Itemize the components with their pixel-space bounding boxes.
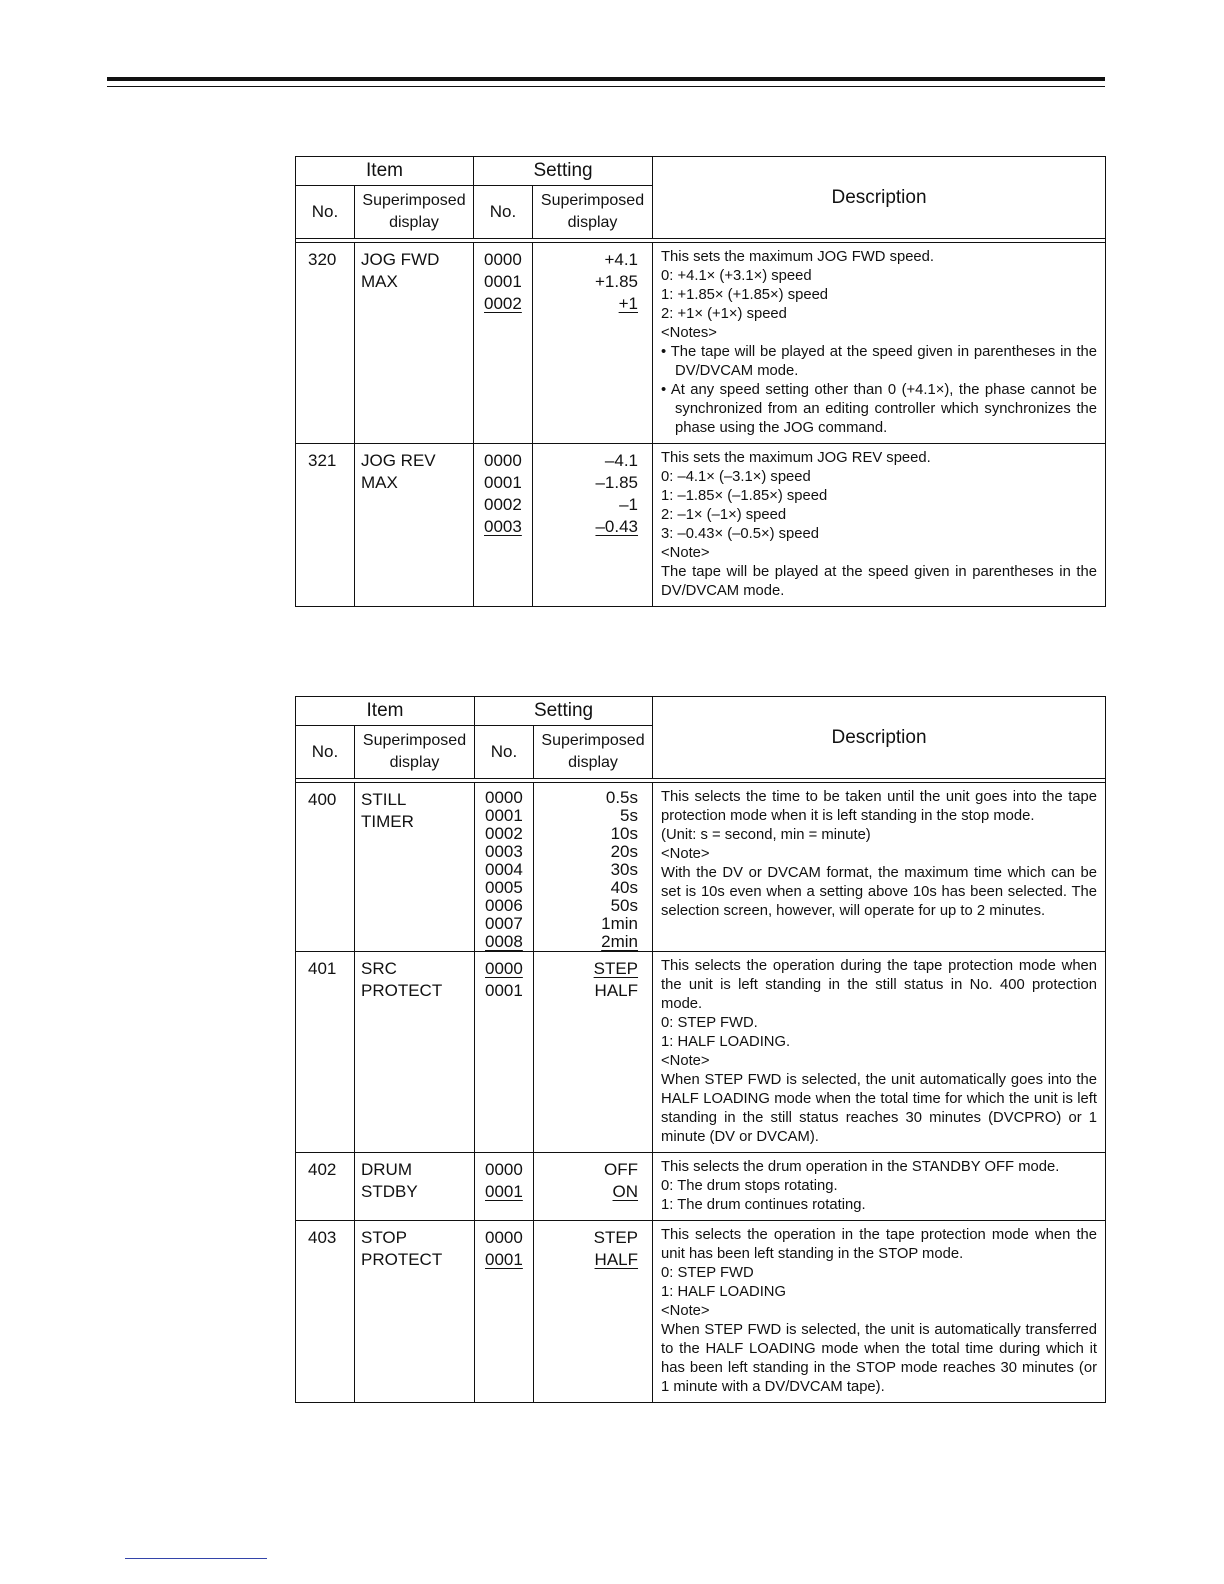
header-item: Item (296, 157, 474, 186)
setting-display: 1min (601, 914, 639, 933)
setting-number: 0000 (484, 250, 522, 269)
setting-number: 0002 (484, 495, 522, 514)
item-name-line: DRUM (361, 1160, 412, 1179)
setting-number: 0007 (485, 914, 523, 933)
setting-displays (534, 1221, 653, 1403)
header-item-no: No. (296, 186, 355, 239)
description-line: 1: +1.85× (+1.85×) speed (661, 287, 829, 303)
setting-number: 0003 (485, 842, 523, 861)
description-line: 1: –1.85× (–1.85×) speed (661, 488, 828, 504)
item-description (653, 1221, 1106, 1403)
setting-display: 30s (610, 860, 639, 879)
header-item: Item (296, 697, 475, 726)
description-line: 0: STEP FWD (661, 1265, 754, 1281)
header-setting-display: Superimposed display (534, 726, 653, 779)
setting-display: –1 (619, 495, 639, 514)
item-display-name (355, 1221, 475, 1403)
description-line: <Note> (661, 545, 710, 561)
description-line: This sets the maximum JOG REV speed. (661, 450, 931, 466)
setting-display: STEP (593, 959, 639, 978)
item-name-line: STDBY (361, 1182, 418, 1201)
description-line: This selects the drum operation in the STANDBY OFF mode. (661, 1159, 1060, 1175)
description-line: 0: The drum stops rotating. (661, 1178, 838, 1194)
description-line: When STEP FWD is selected, the unit is automatically transferred to the HALF LOADING mode when the total time during which it has been left standing in the STOP mode reaches 30 minutes (or 1 minute with a DV/DVCAM tape). (661, 1322, 1098, 1395)
description-line: 2: +1× (+1×) speed (661, 306, 787, 322)
setting-display: 0.5s (605, 788, 639, 807)
item-name-line: MAX (361, 272, 398, 291)
setting-number: 0001 (485, 1250, 523, 1269)
item-number: 403 (296, 1221, 355, 1403)
table-row (296, 1221, 1106, 1403)
setting-display: 20s (610, 842, 639, 861)
setting-number: 0003 (484, 517, 522, 536)
setting-numbers (475, 1153, 534, 1221)
setting-display: +1.85 (595, 272, 639, 291)
setting-display: –0.43 (595, 517, 639, 536)
description-line: With the DV or DVCAM format, the maximum time which can be set is 10s even when a setting above 10s has been selected. The selection screen, however, will operate for up to 2 minutes. (661, 865, 1098, 919)
description-line: • The tape will be played at the speed given in parentheses in the DV/DVCAM mode. (661, 344, 1098, 379)
setting-numbers (474, 243, 533, 444)
item-number: 400 (296, 783, 355, 952)
description-line: This selects the operation in the tape protection mode when the unit has been left standing in the STOP mode. (661, 1227, 1098, 1262)
setting-display: 50s (610, 896, 639, 915)
setting-display: HALF (594, 1250, 639, 1269)
setting-display: HALF (594, 981, 639, 1000)
item-description (653, 1153, 1106, 1221)
header-item-no: No. (296, 726, 355, 779)
item-number: 402 (296, 1153, 355, 1221)
header-description: Description (653, 157, 1106, 239)
table-row (296, 243, 1106, 444)
item-name-line: JOG REV (361, 451, 436, 470)
description-line: When STEP FWD is selected, the unit automatically goes into the HALF LOADING mode when the total time for which the unit is left standing in the still status reaches 30 minutes (DVCPRO) or 1 minute (DV or DVCAM). (661, 1072, 1098, 1145)
setting-number: 0001 (485, 981, 523, 1000)
setting-number: 0006 (485, 896, 523, 915)
header-item-display: Superimposed display (355, 186, 474, 239)
description-line: • At any speed setting other than 0 (+4.1×), the phase cannot be synchronized from an editing controller which synchronizes the phase using the JOG command. (661, 382, 1098, 436)
description-line: This sets the maximum JOG FWD speed. (661, 249, 934, 265)
setting-displays (534, 1153, 653, 1221)
description-line: The tape will be played at the speed given in parentheses in the DV/DVCAM mode. (661, 564, 1098, 599)
item-display-name (355, 243, 474, 444)
description-line: 3: –0.43× (–0.5×) speed (661, 526, 819, 542)
header-setting: Setting (475, 697, 653, 726)
header-setting-no: No. (474, 186, 533, 239)
setting-number: 0000 (485, 1228, 523, 1247)
item-name-line: MAX (361, 473, 398, 492)
setting-number: 0000 (485, 788, 523, 807)
item-name-line: TIMER (361, 812, 414, 831)
setting-displays (533, 444, 653, 607)
description-line: 2: –1× (–1×) speed (661, 507, 787, 523)
setup-menu-table-jog (295, 156, 1106, 607)
setting-display: STEP (593, 1228, 639, 1247)
item-description (653, 444, 1106, 607)
item-name-line: JOG FWD (361, 250, 440, 269)
description-line: 1: The drum continues rotating. (661, 1197, 866, 1213)
header-setting-no: No. (475, 726, 534, 779)
setting-number: 0000 (485, 1160, 523, 1179)
setting-display: –1.85 (595, 473, 639, 492)
setting-display: –4.1 (604, 451, 639, 470)
item-display-name (355, 952, 475, 1153)
header-setting: Setting (474, 157, 653, 186)
setting-display: +4.1 (604, 250, 639, 269)
setting-number: 0001 (484, 272, 522, 291)
item-description (653, 783, 1106, 952)
item-display-name (355, 1153, 475, 1221)
description-line: <Notes> (661, 325, 717, 341)
setting-display: 5s (620, 806, 639, 825)
setting-display: 10s (610, 824, 639, 843)
item-description (653, 243, 1106, 444)
description-line: This selects the time to be taken until the unit goes into the tape protection mode when it is left standing in the stop mode. (661, 789, 1098, 824)
footer-rule (125, 1558, 267, 1559)
setting-display: ON (612, 1182, 639, 1201)
setting-number: 0005 (485, 878, 523, 897)
setting-numbers (474, 444, 533, 607)
description-line: 1: HALF LOADING (661, 1284, 787, 1300)
item-number: 321 (296, 444, 355, 607)
item-name-line: STOP (361, 1228, 407, 1247)
item-display-name (355, 783, 475, 952)
header-description: Description (653, 697, 1106, 779)
table-row (296, 783, 1106, 952)
header-rule-thick (107, 77, 1105, 81)
description-line: This selects the operation during the tape protection mode when the unit is left standing in the still status in No. 400 protection mode. (661, 958, 1098, 1012)
description-line: 0: +4.1× (+3.1×) speed (661, 268, 812, 284)
setting-display: +1 (618, 294, 639, 313)
setting-number: 0004 (485, 860, 523, 879)
header-setting-display: Superimposed display (533, 186, 653, 239)
description-line: <Note> (661, 846, 710, 862)
setting-numbers (475, 952, 534, 1153)
description-line: 0: –4.1× (–3.1×) speed (661, 469, 811, 485)
item-name-line: SRC (361, 959, 397, 978)
item-display-name (355, 444, 474, 607)
setting-number: 0002 (484, 294, 522, 313)
table-row (296, 444, 1106, 607)
setting-displays (534, 783, 653, 952)
setting-displays (533, 243, 653, 444)
table-row (296, 952, 1106, 1153)
description-line: 0: STEP FWD. (661, 1015, 758, 1031)
item-name-line: PROTECT (361, 981, 443, 1000)
setting-numbers (475, 783, 534, 952)
description-line: 1: HALF LOADING. (661, 1034, 791, 1050)
description-line: (Unit: s = second, min = minute) (661, 827, 871, 843)
setting-number: 0008 (485, 932, 523, 951)
header-rule-thin (107, 86, 1105, 87)
header-item-display: Superimposed display (355, 726, 475, 779)
setting-displays (534, 952, 653, 1153)
item-number: 401 (296, 952, 355, 1153)
setting-display: OFF (604, 1160, 639, 1179)
setting-number: 0001 (485, 806, 523, 825)
description-line: <Note> (661, 1053, 710, 1069)
item-name-line: PROTECT (361, 1250, 443, 1269)
setting-display: 2min (601, 932, 639, 951)
table-row (296, 1153, 1106, 1221)
setting-number: 0001 (485, 1182, 523, 1201)
setting-number: 0000 (484, 451, 522, 470)
setting-number: 0002 (485, 824, 523, 843)
setting-number: 0001 (484, 473, 522, 492)
item-number: 320 (296, 243, 355, 444)
item-description (653, 952, 1106, 1153)
setting-number: 0000 (485, 959, 523, 978)
item-name-line: STILL (361, 790, 407, 809)
description-line: <Note> (661, 1303, 710, 1319)
setting-numbers (475, 1221, 534, 1403)
setup-menu-table-protect (295, 696, 1106, 1403)
setting-display: 40s (610, 878, 639, 897)
